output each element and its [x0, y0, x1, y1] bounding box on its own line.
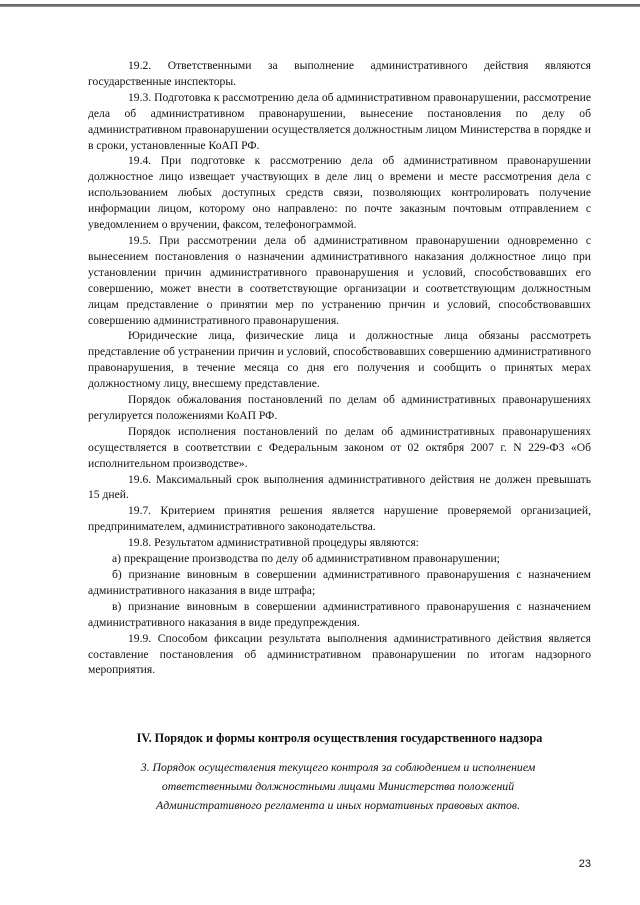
scan-top-edge — [0, 4, 640, 7]
section-heading: IV. Порядок и формы контроля осуществления государственного надзора — [136, 731, 543, 745]
paragraph-19-3: 19.3. Подготовка к рассмотрению дела об административном правонарушении, рассмотрение дела об административном правонарушении, вынесение постановления по делу об административном правонарушении осуществляется должностным лицом Министерства в порядке и в сроки, установленные КоАП РФ. — [88, 90, 591, 152]
list-item-a: а) прекращение производства по делу об административном правонарушении; — [112, 552, 500, 566]
paragraph-appeal-procedure: Порядок обжалования постановлений по делам об административных правонарушениях регулируется положениями КоАП РФ. — [88, 393, 591, 422]
paragraph-execution-procedure: Порядок исполнения постановлений по делам об административных правонарушениях осуществляется в соответствии с Федеральным законом от 02 октября 2007 г. N 229-ФЗ «Об исполнительном производстве». — [88, 424, 591, 470]
paragraph-19-8: 19.8. Результатом административной процедуры являются: — [128, 536, 419, 550]
page-number: 23 — [578, 858, 591, 870]
paragraph-19-9: 19.9. Способом фиксации результата выполнения административного действия является составление постановления об административном правонарушении по итогам надзорного мероприятия. — [88, 631, 591, 677]
paragraph-legal-entities: Юридические лица, физические лица и должностные лица обязаны рассмотреть представление об устранении причин и условий, способствовавших совершению административного правонарушения, в течение месяца со дня его получения и сообщить о принятых мерах должностному лицу, внесшему представление. — [88, 329, 591, 391]
list-item-b: б) признание виновным в совершении административного правонарушения с назначением административного наказания в виде штрафа; — [88, 568, 591, 597]
paragraph-19-5: 19.5. При рассмотрении дела об административном правонарушении одновременно с вынесением постановления о назначении административного наказания должностное лицо при установлении причин административного правонарушения и условий, способствовавших его совершению, может внести в соответствующие организации и соответствующим должностным лицам представление о принятии мер по устранению причин и условий, способствовавших совершению административного правонарушения. — [88, 233, 591, 327]
paragraph-19-7: 19.7. Критерием принятия решения является нарушение проверяемой организацией, предпринимателем, административного законодательства. — [88, 504, 591, 534]
paragraph-19-4: 19.4. При подготовке к рассмотрению дела об административном правонарушении должностное лицо извещает участвующих в деле лиц о времени и месте рассмотрения дела с использованием любых доступных средств связи, позволяющих контролировать получение информации лицом, которому оно направлено: по почте заказным почтовым отправлением с уведомлением о вручении, факсом, телефонограммой. — [88, 154, 591, 232]
paragraph-19-6: 19.6. Максимальный срок выполнения административного действия не должен превышать 15 дней. — [88, 472, 591, 502]
document-body — [88, 58, 591, 678]
subsection-heading: 3. Порядок осуществления текущего контроля за соблюдением и исполнением ответственными должностными лицами Министерства положений Административного регламента и иных нормативных правовых актов. — [140, 760, 536, 812]
list-item-c: в) признание виновным в совершении административного правонарушения с назначением административного наказания в виде предупреждения. — [88, 599, 591, 629]
paragraph-19-2: 19.2. Ответственными за выполнение административного действия являются государственные инспекторы. — [88, 59, 591, 88]
